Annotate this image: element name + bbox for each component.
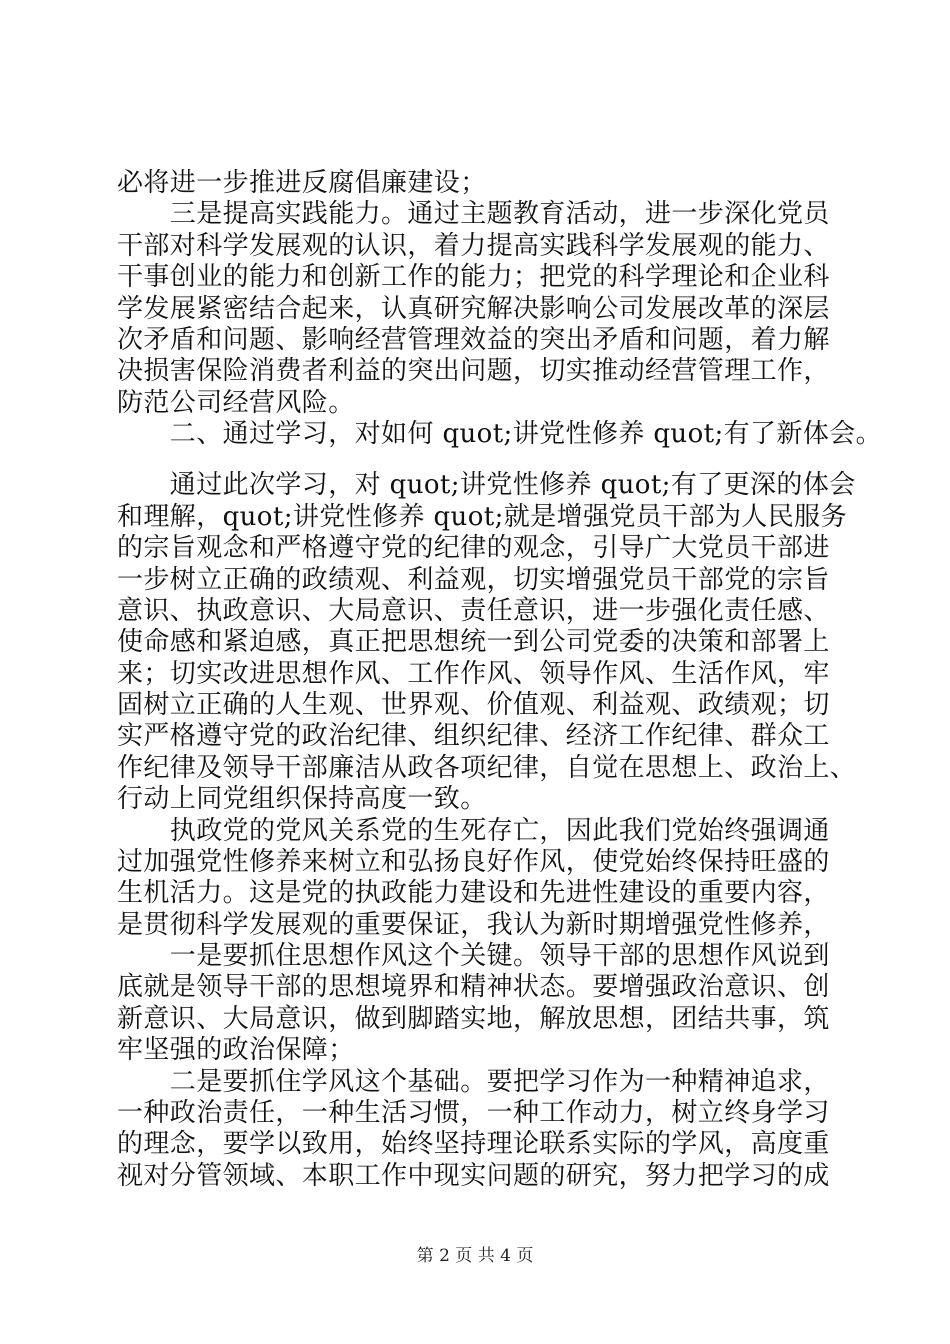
text-line: 牢坚强的政治保障； (117, 1035, 355, 1065)
text-line: 来；切实改进思想作风、工作作风、领导作风、生活作风，牢 (117, 659, 830, 689)
text-line: 干部对科学发展观的认识，着力提高实践科学发展观的能力、 (117, 231, 830, 261)
text-line: 过加强党性修养来树立和弘扬良好作风，使党始终保持旺盛的 (117, 847, 830, 877)
text-line: 干事创业的能力和创新工作的能力；把党的科学理论和企业科 (117, 262, 830, 292)
text-line: 通过此次学习，对 quot;讲党性修养 quot;有了更深的体会 (117, 470, 856, 500)
text-line: 是贯彻科学发展观的重要保证，我认为新时期增强党性修养， (117, 910, 830, 940)
text-line: 一种政治责任，一种生活习惯，一种工作动力，树立终身学习 (117, 1098, 830, 1128)
text-line: 固树立正确的人生观、世界观、价值观、利益观、政绩观；切 (117, 690, 830, 720)
text-line: 执政党的党风关系党的生死存亡，因此我们党始终强调通 (117, 816, 830, 846)
text-line: 新意识、大局意识，做到脚踏实地，解放思想，团结共事，筑 (117, 1004, 830, 1034)
text-line: 二是要抓住学风这个基础。要把学习作为一种精神追求， (117, 1067, 830, 1097)
text-line: 必将进一步推进反腐倡廉建设； (117, 168, 487, 198)
text-line: 使命感和紧迫感，真正把思想统一到公司党委的决策和部署上 (117, 627, 830, 657)
text-line: 和理解，quot;讲党性修养 quot;就是增强党员干部为人民服务 (117, 502, 847, 532)
text-line: 行动上同党组织保持高度一致。 (117, 784, 487, 814)
section-heading: 二、通过学习，对如何 quot;讲党性修养 quot;有了新体会。 (117, 419, 883, 449)
text-line: 一步树立正确的政绩观、利益观，切实增强党员干部党的宗旨 (117, 565, 830, 595)
page-number-footer: 第 2 页 共 4 页 (416, 1246, 534, 1266)
text-line: 的宗旨观念和严格遵守党的纪律的观念，引导广大党员干部进 (117, 533, 830, 563)
text-line: 视对分管领域、本职工作中现实问题的研究，努力把学习的成 (117, 1161, 830, 1191)
text-line: 决损害保险消费者利益的突出问题，切实推动经营管理工作， (117, 356, 830, 386)
text-line: 意识、执政意识、大局意识、责任意识，进一步强化责任感、 (117, 596, 830, 626)
text-line: 次矛盾和问题、影响经营管理效益的突出矛盾和问题，着力解 (117, 325, 830, 355)
text-line: 作纪律及领导干部廉洁从政各项纪律，自觉在思想上、政治上、 (117, 753, 857, 783)
text-line: 三是提高实践能力。通过主题教育活动，进一步深化党员 (117, 199, 830, 229)
text-line: 底就是领导干部的思想境界和精神状态。要增强政治意识、创 (117, 972, 830, 1002)
text-line: 学发展紧密结合起来，认真研究解决影响公司发展改革的深层 (117, 294, 830, 324)
text-line: 的理念，要学以致用，始终坚持理论联系实际的学风，高度重 (117, 1129, 830, 1159)
text-line: 防范公司经营风险。 (117, 388, 355, 418)
text-line: 一是要抓住思想作风这个关键。领导干部的思想作风说到 (117, 941, 830, 971)
text-line: 生机活力。这是党的执政能力建设和先进性建设的重要内容， (117, 878, 830, 908)
text-line: 实严格遵守党的政治纪律、组织纪律、经济工作纪律、群众工 (117, 721, 830, 751)
